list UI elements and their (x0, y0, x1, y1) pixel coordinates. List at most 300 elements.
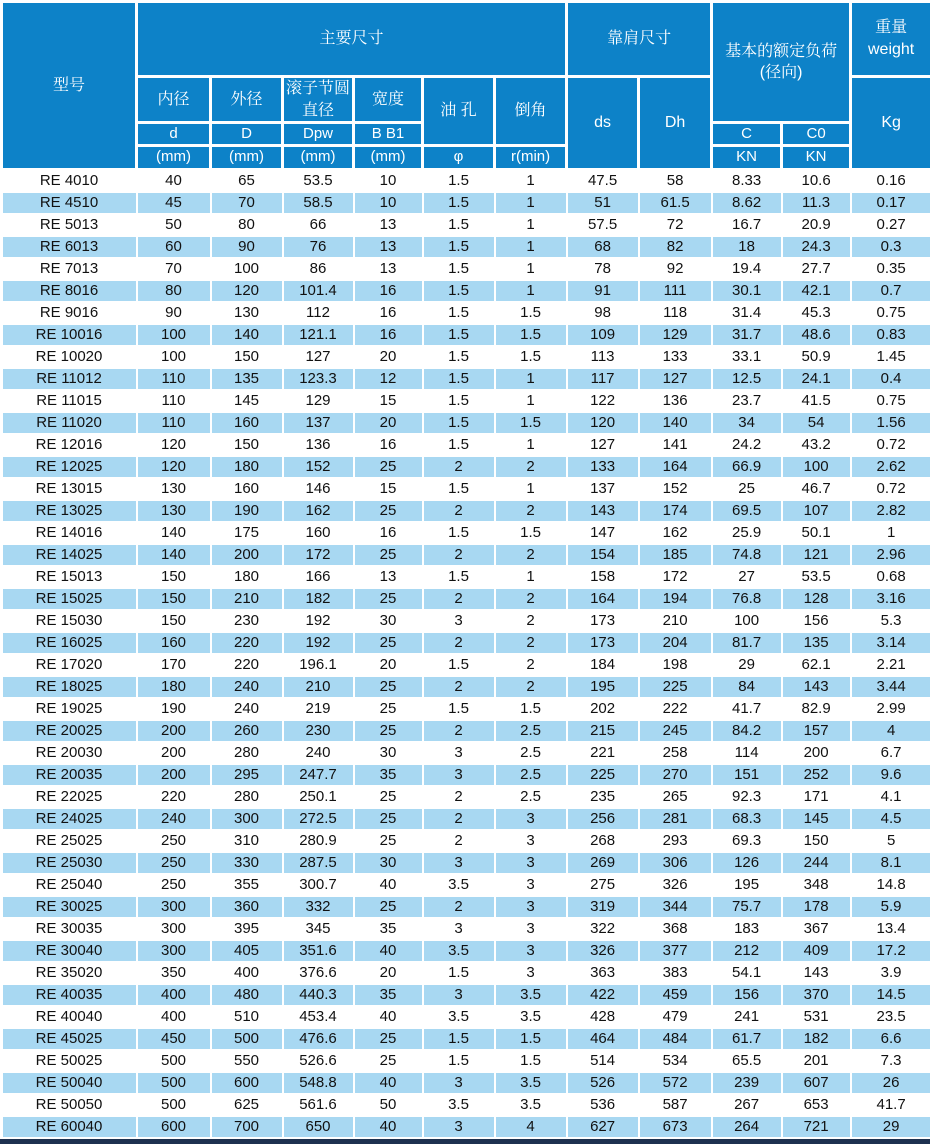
value-cell: 500 (137, 1072, 211, 1094)
value-cell: 140 (137, 544, 211, 566)
value-cell: 151 (712, 764, 782, 786)
value-cell: 245 (639, 720, 712, 742)
value-cell: 1.5 (423, 280, 495, 302)
value-cell: 280.9 (283, 830, 354, 852)
value-cell: 2.5 (495, 764, 567, 786)
value-cell: 133 (639, 346, 712, 368)
value-cell: 3 (423, 1116, 495, 1138)
value-cell: 3 (495, 852, 567, 874)
value-cell: 2.21 (851, 654, 930, 676)
value-cell: 130 (137, 478, 211, 500)
value-cell: 140 (137, 522, 211, 544)
value-cell: 12 (354, 368, 423, 390)
model-cell: RE 10016 (2, 324, 137, 346)
value-cell: 225 (639, 676, 712, 698)
value-cell: 3.5 (495, 1072, 567, 1094)
value-cell: 2 (495, 456, 567, 478)
value-cell: 31.4 (712, 302, 782, 324)
table-row (2, 434, 930, 456)
value-cell: 360 (211, 896, 283, 918)
table-row (2, 169, 930, 192)
value-cell: 1 (495, 434, 567, 456)
table-row (2, 610, 930, 632)
model-cell: RE 4510 (2, 192, 137, 214)
value-cell: 50 (137, 214, 211, 236)
col-group-main-dimensions: 主要尺寸 (137, 2, 567, 77)
value-cell: 70 (211, 192, 283, 214)
value-cell: 240 (137, 808, 211, 830)
value-cell: 607 (782, 1072, 851, 1094)
value-cell: 250 (137, 830, 211, 852)
value-cell: 222 (639, 698, 712, 720)
table-row (2, 522, 930, 544)
value-cell: 0.72 (851, 434, 930, 456)
value-cell: 383 (639, 962, 712, 984)
value-cell: 137 (567, 478, 639, 500)
value-cell: 2 (495, 544, 567, 566)
model-cell: RE 11015 (2, 390, 137, 412)
value-cell: 5 (851, 830, 930, 852)
value-cell: 162 (639, 522, 712, 544)
value-cell: 140 (211, 324, 283, 346)
value-cell: 653 (782, 1094, 851, 1116)
value-cell: 156 (712, 984, 782, 1006)
value-cell: 210 (211, 588, 283, 610)
value-cell: 25 (354, 808, 423, 830)
model-cell: RE 25030 (2, 852, 137, 874)
col-header-C: C (712, 123, 782, 146)
value-cell: 395 (211, 918, 283, 940)
value-cell: 1.5 (423, 236, 495, 258)
value-cell: 281 (639, 808, 712, 830)
value-cell: 130 (211, 302, 283, 324)
table-row (2, 280, 930, 302)
value-cell: 440.3 (283, 984, 354, 1006)
model-cell: RE 5013 (2, 214, 137, 236)
value-cell: 157 (782, 720, 851, 742)
value-cell: 0.4 (851, 368, 930, 390)
value-cell: 35 (354, 984, 423, 1006)
value-cell: 210 (639, 610, 712, 632)
value-cell: 41.5 (782, 390, 851, 412)
table-row (2, 896, 930, 918)
value-cell: 3.5 (423, 874, 495, 896)
value-cell: 92 (639, 258, 712, 280)
value-cell: 86 (283, 258, 354, 280)
value-cell: 128 (782, 588, 851, 610)
table-row (2, 676, 930, 698)
value-cell: 3.5 (423, 1094, 495, 1116)
value-cell: 363 (567, 962, 639, 984)
value-cell: 76.8 (712, 588, 782, 610)
value-cell: 58 (639, 169, 712, 192)
value-cell: 41.7 (851, 1094, 930, 1116)
value-cell: 2 (423, 808, 495, 830)
value-cell: 534 (639, 1050, 712, 1072)
table-row (2, 346, 930, 368)
value-cell: 1.5 (423, 169, 495, 192)
value-cell: 173 (567, 632, 639, 654)
value-cell: 114 (712, 742, 782, 764)
value-cell: 2 (495, 500, 567, 522)
value-cell: 548.8 (283, 1072, 354, 1094)
value-cell: 2 (423, 632, 495, 654)
value-cell: 2 (495, 588, 567, 610)
value-cell: 15 (354, 478, 423, 500)
value-cell: 721 (782, 1116, 851, 1138)
value-cell: 110 (137, 390, 211, 412)
value-cell: 1.5 (495, 324, 567, 346)
value-cell: 484 (639, 1028, 712, 1050)
table-row (2, 588, 930, 610)
table-row (2, 962, 930, 984)
value-cell: 66.9 (712, 456, 782, 478)
value-cell: 185 (639, 544, 712, 566)
value-cell: 14.5 (851, 984, 930, 1006)
value-cell: 350 (137, 962, 211, 984)
value-cell: 30 (354, 852, 423, 874)
value-cell: 0.27 (851, 214, 930, 236)
value-cell: 300.7 (283, 874, 354, 896)
value-cell: 4.5 (851, 808, 930, 830)
value-cell: 3 (495, 940, 567, 962)
value-cell: 368 (639, 918, 712, 940)
value-cell: 14.8 (851, 874, 930, 896)
table-row (2, 830, 930, 852)
model-cell: RE 60040 (2, 1116, 137, 1138)
value-cell: 7.3 (851, 1050, 930, 1072)
value-cell: 306 (639, 852, 712, 874)
value-cell: 1.5 (423, 390, 495, 412)
col-group-weight (851, 2, 930, 77)
table-row (2, 940, 930, 962)
model-cell: RE 25025 (2, 830, 137, 852)
model-cell: RE 19025 (2, 698, 137, 720)
value-cell: 326 (639, 874, 712, 896)
value-cell: 72 (639, 214, 712, 236)
value-cell: 15 (354, 390, 423, 412)
model-cell: RE 13015 (2, 478, 137, 500)
value-cell: 170 (137, 654, 211, 676)
value-cell: 16 (354, 522, 423, 544)
value-cell: 70 (137, 258, 211, 280)
value-cell: 54.1 (712, 962, 782, 984)
value-cell: 225 (567, 764, 639, 786)
value-cell: 3 (495, 830, 567, 852)
value-cell: 526 (567, 1072, 639, 1094)
value-cell: 3 (423, 852, 495, 874)
value-cell: 220 (211, 654, 283, 676)
model-cell: RE 50025 (2, 1050, 137, 1072)
value-cell: 1.5 (423, 302, 495, 324)
col-header-Dpw: Dpw (283, 123, 354, 146)
value-cell: 110 (137, 368, 211, 390)
value-cell: 1.5 (423, 258, 495, 280)
model-cell: RE 20030 (2, 742, 137, 764)
value-cell: 673 (639, 1116, 712, 1138)
value-cell: 3.5 (423, 940, 495, 962)
value-cell: 2.62 (851, 456, 930, 478)
value-cell: 117 (567, 368, 639, 390)
value-cell: 1.5 (423, 346, 495, 368)
value-cell: 330 (211, 852, 283, 874)
value-cell: 40 (354, 1006, 423, 1028)
value-cell: 25 (354, 698, 423, 720)
value-cell: 409 (782, 940, 851, 962)
table-row (2, 500, 930, 522)
col-header-chamfer: 倒角 (495, 77, 567, 146)
value-cell: 3 (495, 874, 567, 896)
value-cell: 135 (782, 632, 851, 654)
value-cell: 3.44 (851, 676, 930, 698)
value-cell: 319 (567, 896, 639, 918)
value-cell: 50 (354, 1094, 423, 1116)
value-cell: 175 (211, 522, 283, 544)
value-cell: 1.5 (423, 368, 495, 390)
col-header-roller-pitch-diameter: 滚子节圆直径 (283, 77, 354, 123)
value-cell: 700 (211, 1116, 283, 1138)
value-cell: 0.68 (851, 566, 930, 588)
value-cell: 1.56 (851, 412, 930, 434)
value-cell: 150 (137, 566, 211, 588)
value-cell: 0.7 (851, 280, 930, 302)
value-cell: 150 (782, 830, 851, 852)
value-cell: 1 (495, 566, 567, 588)
value-cell: 109 (567, 324, 639, 346)
value-cell: 20 (354, 412, 423, 434)
value-cell: 2 (495, 654, 567, 676)
value-cell: 2.5 (495, 742, 567, 764)
value-cell: 127 (567, 434, 639, 456)
table-row (2, 852, 930, 874)
value-cell: 280 (211, 786, 283, 808)
value-cell: 1.5 (495, 346, 567, 368)
value-cell: 300 (137, 918, 211, 940)
value-cell: 196.1 (283, 654, 354, 676)
value-cell: 100 (712, 610, 782, 632)
table-row (2, 390, 930, 412)
value-cell: 20.9 (782, 214, 851, 236)
value-cell: 3.5 (495, 1094, 567, 1116)
model-cell: RE 45025 (2, 1028, 137, 1050)
value-cell: 310 (211, 830, 283, 852)
table-row (2, 368, 930, 390)
col-header-ds: ds (567, 77, 639, 170)
value-cell: 160 (137, 632, 211, 654)
value-cell: 53.5 (782, 566, 851, 588)
table-row (2, 258, 930, 280)
value-cell: 129 (283, 390, 354, 412)
table-row (2, 764, 930, 786)
value-cell: 13 (354, 236, 423, 258)
value-cell: 180 (211, 566, 283, 588)
value-cell: 54 (782, 412, 851, 434)
value-cell: 84.2 (712, 720, 782, 742)
value-cell: 16 (354, 324, 423, 346)
model-cell: RE 40040 (2, 1006, 137, 1028)
value-cell: 1 (495, 236, 567, 258)
value-cell: 2 (423, 830, 495, 852)
value-cell: 20 (354, 346, 423, 368)
table-row (2, 192, 930, 214)
value-cell: 92.3 (712, 786, 782, 808)
value-cell: 136 (639, 390, 712, 412)
value-cell: 137 (283, 412, 354, 434)
model-cell: RE 8016 (2, 280, 137, 302)
value-cell: 90 (211, 236, 283, 258)
value-cell: 78 (567, 258, 639, 280)
model-cell: RE 30025 (2, 896, 137, 918)
value-cell: 240 (283, 742, 354, 764)
value-cell: 2 (423, 456, 495, 478)
value-cell: 100 (782, 456, 851, 478)
value-cell: 154 (567, 544, 639, 566)
table-row (2, 1006, 930, 1028)
value-cell: 2.82 (851, 500, 930, 522)
value-cell: 46.7 (782, 478, 851, 500)
value-cell: 1 (495, 280, 567, 302)
value-cell: 195 (567, 676, 639, 698)
value-cell: 600 (137, 1116, 211, 1138)
table-row (2, 1050, 930, 1072)
value-cell: 0.3 (851, 236, 930, 258)
value-cell: 376.6 (283, 962, 354, 984)
value-cell: 50.1 (782, 522, 851, 544)
model-cell: RE 12016 (2, 434, 137, 456)
value-cell: 200 (211, 544, 283, 566)
value-cell: 12.5 (712, 368, 782, 390)
value-cell: 3 (423, 764, 495, 786)
value-cell: 84 (712, 676, 782, 698)
value-cell: 113 (567, 346, 639, 368)
value-cell: 8.62 (712, 192, 782, 214)
value-cell: 370 (782, 984, 851, 1006)
value-cell: 400 (211, 962, 283, 984)
value-cell: 422 (567, 984, 639, 1006)
value-cell: 11.3 (782, 192, 851, 214)
model-cell: RE 30035 (2, 918, 137, 940)
value-cell: 80 (211, 214, 283, 236)
table-row (2, 1094, 930, 1116)
value-cell: 164 (567, 588, 639, 610)
value-cell: 69.5 (712, 500, 782, 522)
value-cell: 24.3 (782, 236, 851, 258)
value-cell: 1.5 (495, 1050, 567, 1072)
value-cell: 143 (782, 676, 851, 698)
col-unit-mm-B: (mm) (354, 146, 423, 169)
value-cell: 190 (211, 500, 283, 522)
value-cell: 264 (712, 1116, 782, 1138)
value-cell: 1.5 (423, 324, 495, 346)
value-cell: 561.6 (283, 1094, 354, 1116)
value-cell: 0.17 (851, 192, 930, 214)
value-cell: 150 (211, 434, 283, 456)
value-cell: 68.3 (712, 808, 782, 830)
value-cell: 184 (567, 654, 639, 676)
value-cell: 48.6 (782, 324, 851, 346)
value-cell: 1.5 (423, 566, 495, 588)
value-cell: 68 (567, 236, 639, 258)
value-cell: 156 (782, 610, 851, 632)
model-cell: RE 16025 (2, 632, 137, 654)
value-cell: 178 (782, 896, 851, 918)
value-cell: 400 (137, 1006, 211, 1028)
value-cell: 65 (211, 169, 283, 192)
value-cell: 3 (423, 610, 495, 632)
model-cell: RE 30040 (2, 940, 137, 962)
model-cell: RE 20025 (2, 720, 137, 742)
value-cell: 140 (639, 412, 712, 434)
value-cell: 18 (712, 236, 782, 258)
value-cell: 300 (211, 808, 283, 830)
value-cell: 1 (495, 192, 567, 214)
value-cell: 3 (423, 742, 495, 764)
value-cell: 110 (137, 412, 211, 434)
value-cell: 190 (137, 698, 211, 720)
table-row (2, 456, 930, 478)
value-cell: 201 (782, 1050, 851, 1072)
value-cell: 40 (354, 940, 423, 962)
value-cell: 2 (495, 610, 567, 632)
value-cell: 164 (639, 456, 712, 478)
value-cell: 2 (495, 676, 567, 698)
value-cell: 35 (354, 764, 423, 786)
value-cell: 252 (782, 764, 851, 786)
value-cell: 30.1 (712, 280, 782, 302)
value-cell: 0.35 (851, 258, 930, 280)
value-cell: 183 (712, 918, 782, 940)
value-cell: 42.1 (782, 280, 851, 302)
value-cell: 2.5 (495, 720, 567, 742)
value-cell: 1.5 (423, 412, 495, 434)
value-cell: 2.96 (851, 544, 930, 566)
value-cell: 143 (782, 962, 851, 984)
value-cell: 531 (782, 1006, 851, 1028)
value-cell: 322 (567, 918, 639, 940)
value-cell: 587 (639, 1094, 712, 1116)
value-cell: 265 (639, 786, 712, 808)
model-cell: RE 15030 (2, 610, 137, 632)
value-cell: 26 (851, 1072, 930, 1094)
value-cell: 3 (495, 918, 567, 940)
table-row (2, 324, 930, 346)
value-cell: 235 (567, 786, 639, 808)
value-cell: 2 (495, 632, 567, 654)
value-cell: 221 (567, 742, 639, 764)
value-cell: 182 (283, 588, 354, 610)
value-cell: 1 (851, 522, 930, 544)
value-cell: 1.5 (495, 522, 567, 544)
value-cell: 53.5 (283, 169, 354, 192)
value-cell: 1.5 (423, 654, 495, 676)
value-cell: 143 (567, 500, 639, 522)
value-cell: 572 (639, 1072, 712, 1094)
table-row (2, 412, 930, 434)
col-header-Dh: Dh (639, 77, 712, 170)
table-row (2, 1028, 930, 1050)
value-cell: 627 (567, 1116, 639, 1138)
value-cell: 230 (211, 610, 283, 632)
model-cell: RE 50050 (2, 1094, 137, 1116)
value-cell: 13.4 (851, 918, 930, 940)
value-cell: 158 (567, 566, 639, 588)
value-cell: 25 (354, 1028, 423, 1050)
value-cell: 0.75 (851, 302, 930, 324)
bottom-border-bar (0, 1139, 930, 1144)
value-cell: 2 (423, 500, 495, 522)
value-cell: 202 (567, 698, 639, 720)
value-cell: 3.16 (851, 588, 930, 610)
